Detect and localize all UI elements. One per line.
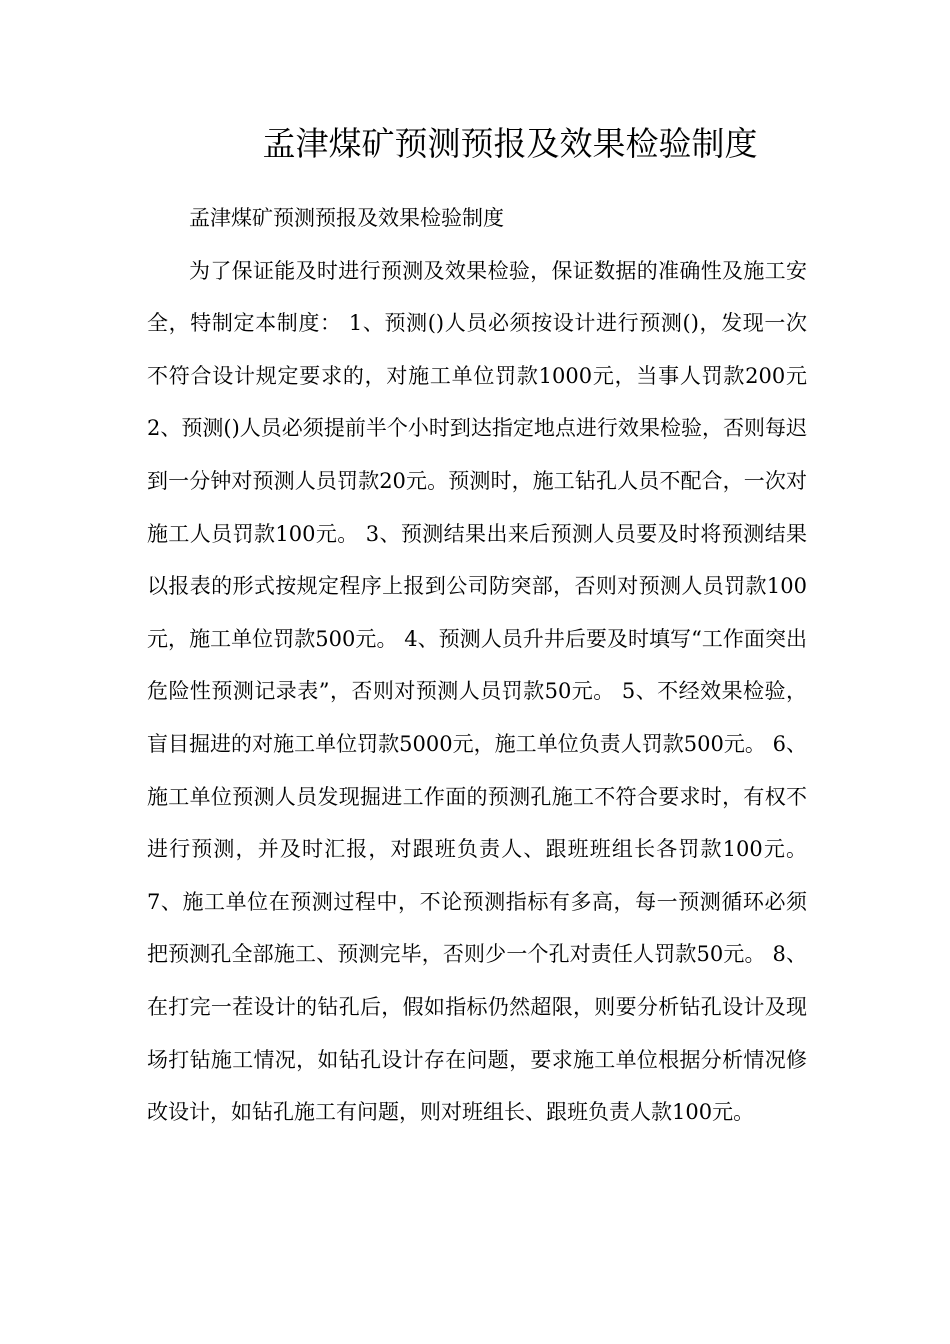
document-title: 孟津煤矿预测预报及效果检验制度 [262, 124, 758, 163]
document-body [147, 192, 807, 1139]
regulation-paragraph: 为了保证能及时进行预测及效果检验，保证数据的准确性及施工安全，特制定本制度： 1、预测()人员必须按设计进行预测()，发现一次不符合设计规定要求的，对施工单位罚款1000元，当事人罚款200元 2、预测()人员必须提前半个小时到达指定地点进行效果检验，否则每迟到一分钟对预测人员罚款20元。预测时，施工钻孔人员不配合，一次对施工人员罚款100元。 3、预测结果出来后预测人员要及时将预测结果以报表的形式按规定程序上报到公司防突部，否则对预测人员罚款100元，施工单位罚款500元。 4、预测人员升井后要及时填写“工作面突出危险性预测记录表”，否则对预测人员罚款50元。 5、不经效果检验，盲目掘进的对施工单位罚款5000元，施工单位负责人罚款500元。 6、施工单位预测人员发现掘进工作面的预测孔施工不符合要求时，有权不进行预测，并及时汇报，对跟班负责人、跟班班组长各罚款100元。 7、施工单位在预测过程中，不论预测指标有多高，每一预测循环必须把预测孔全部施工、预测完毕，否则少一个孔对责任人罚款50元。 8、在打完一茬设计的钻孔后，假如指标仍然超限，则要分析钻孔设计及现场打钻施工情况，如钻孔设计存在问题，要求施工单位根据分析情况修改设计，如钻孔施工有问题，则对班组长、跟班负责人款100元。 [147, 258, 807, 1125]
document-subtitle: 孟津煤矿预测预报及效果检验制度 [189, 206, 504, 230]
